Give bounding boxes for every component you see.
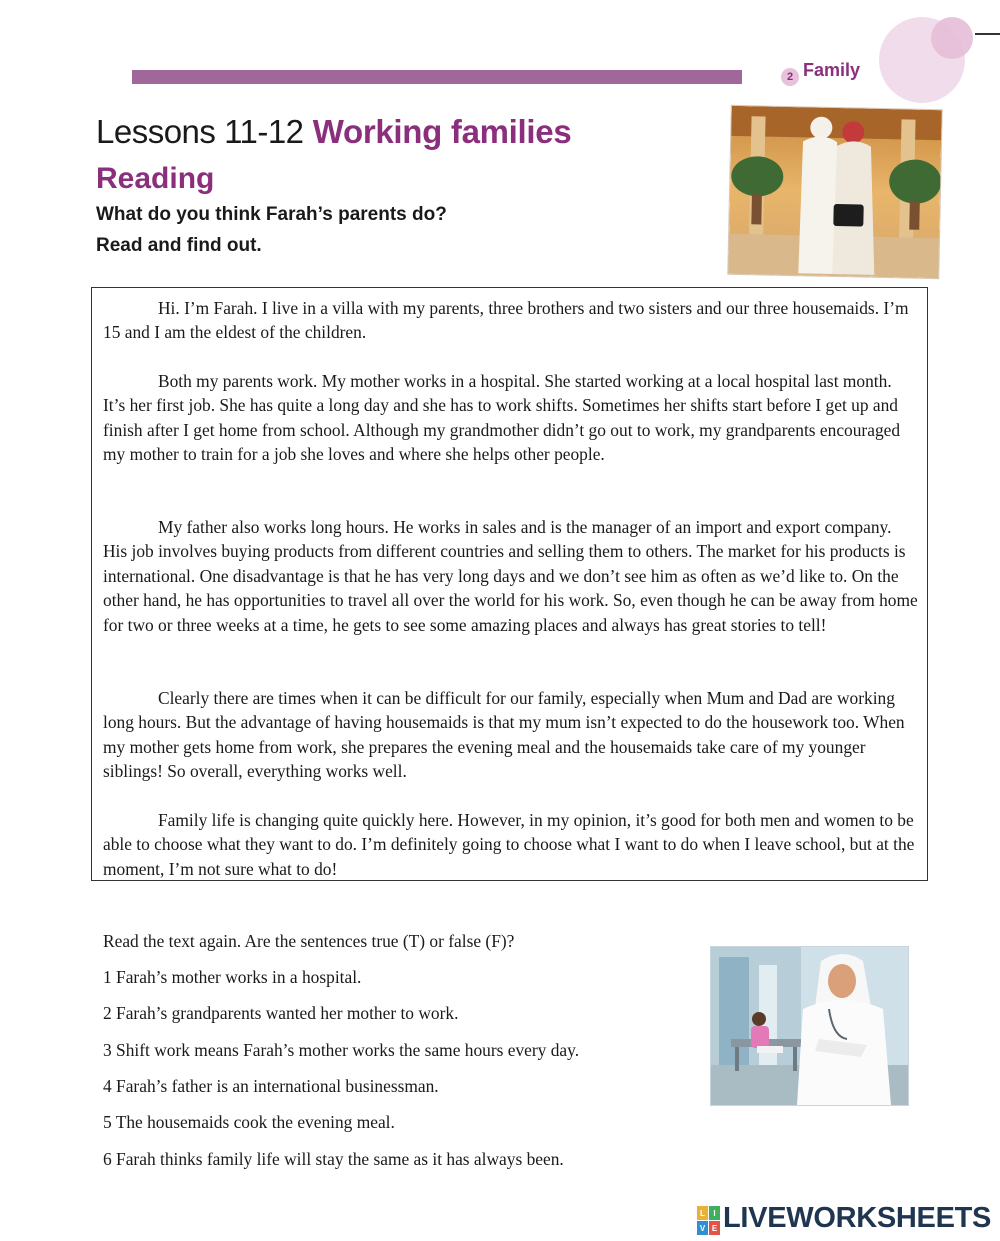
logo-mark-letter: E xyxy=(711,1224,718,1233)
prompt-question: What do you think Farah’s parents do? xyxy=(96,204,447,225)
exercise-item: 3 Shift work means Farah’s mother works the same hours every day. xyxy=(103,1040,580,1060)
exercise-item: 4 Farah’s father is an international businessman. xyxy=(103,1076,439,1096)
decorative-circle-small xyxy=(931,17,973,59)
exercise-item: 6 Farah thinks family life will stay the same as it has always been. xyxy=(103,1149,564,1169)
section-title: Reading xyxy=(96,162,215,195)
exercise-item: 2 Farah’s grandparents wanted her mother to work. xyxy=(103,1003,459,1023)
exercise-item: 1 Farah’s mother works in a hospital. xyxy=(103,967,362,987)
businessmen-photo xyxy=(728,106,941,278)
header-bar xyxy=(132,70,742,84)
lesson-title xyxy=(96,112,571,152)
logo-mark-letter: L xyxy=(700,1209,705,1218)
logo-mark-letter: V xyxy=(699,1224,706,1233)
corner-line xyxy=(975,33,1000,35)
unit-title: Family xyxy=(803,60,861,80)
passage-paragraph: Clearly there are times when it can be difficult for our family, especially when Mum and Dad are working long hours. But the advantage of having housemaids is that my mum isn’t expected to do the housework too. When my mother gets home from work, she prepares the evening meal and the housemaids take care of my younger siblings! So overall, everything works well. xyxy=(103,688,905,782)
exercise-instruction: Read the text again. Are the sentences true (T) or false (F)? xyxy=(103,931,515,951)
passage-paragraph: Both my parents work. My mother works in a hospital. She started working at a local hospital last month. It’s her first job. She has quite a long day and she has to work shifts. Sometimes her shifts start before I get up and finish after I get home from school. Although my grandmother didn’t go out to work, my grandparents encouraged my mother to train for a job she loves and where she helps other people. xyxy=(103,371,901,465)
liveworksheets-logo xyxy=(697,1200,997,1240)
unit-number-badge: 2 xyxy=(781,68,799,86)
nurse-photo xyxy=(711,947,908,1105)
lesson-number: Lessons 11-12 xyxy=(96,113,304,150)
prompt-instruction: Read and find out. xyxy=(96,235,262,256)
lesson-topic: Working families xyxy=(312,113,572,150)
passage-paragraph: Family life is changing quite quickly here. However, in my opinion, it’s good for both men and women to be able to choose what they want to do. I’m definitely going to choose what I want to do when I leave school, but at the moment, I’m not sure what to do! xyxy=(103,810,915,879)
logo-mark-icon xyxy=(697,1206,721,1236)
passage-paragraph: My father also works long hours. He works in sales and is the manager of an import and export company. His job involves buying products from different countries and selling them to others. The market for his products is international. One disadvantage is that he has very long days and we don’t see him as often as we’d like to. On the other hand, he has opportunities to travel all over the world for his work. So, even though he can be away from home for two or three weeks at a time, he gets to see some amazing places and always has great stories to tell! xyxy=(103,517,918,635)
exercise-item: 5 The housemaids cook the evening meal. xyxy=(103,1112,395,1132)
logo-text: LIVEWORKSHEETS xyxy=(723,1202,992,1234)
passage-paragraph: Hi. I’m Farah. I live in a villa with my parents, three brothers and two sisters and our three housemaids. I’m 15 and I am the eldest of the children. xyxy=(103,298,909,343)
logo-mark-letter: I xyxy=(713,1209,716,1218)
